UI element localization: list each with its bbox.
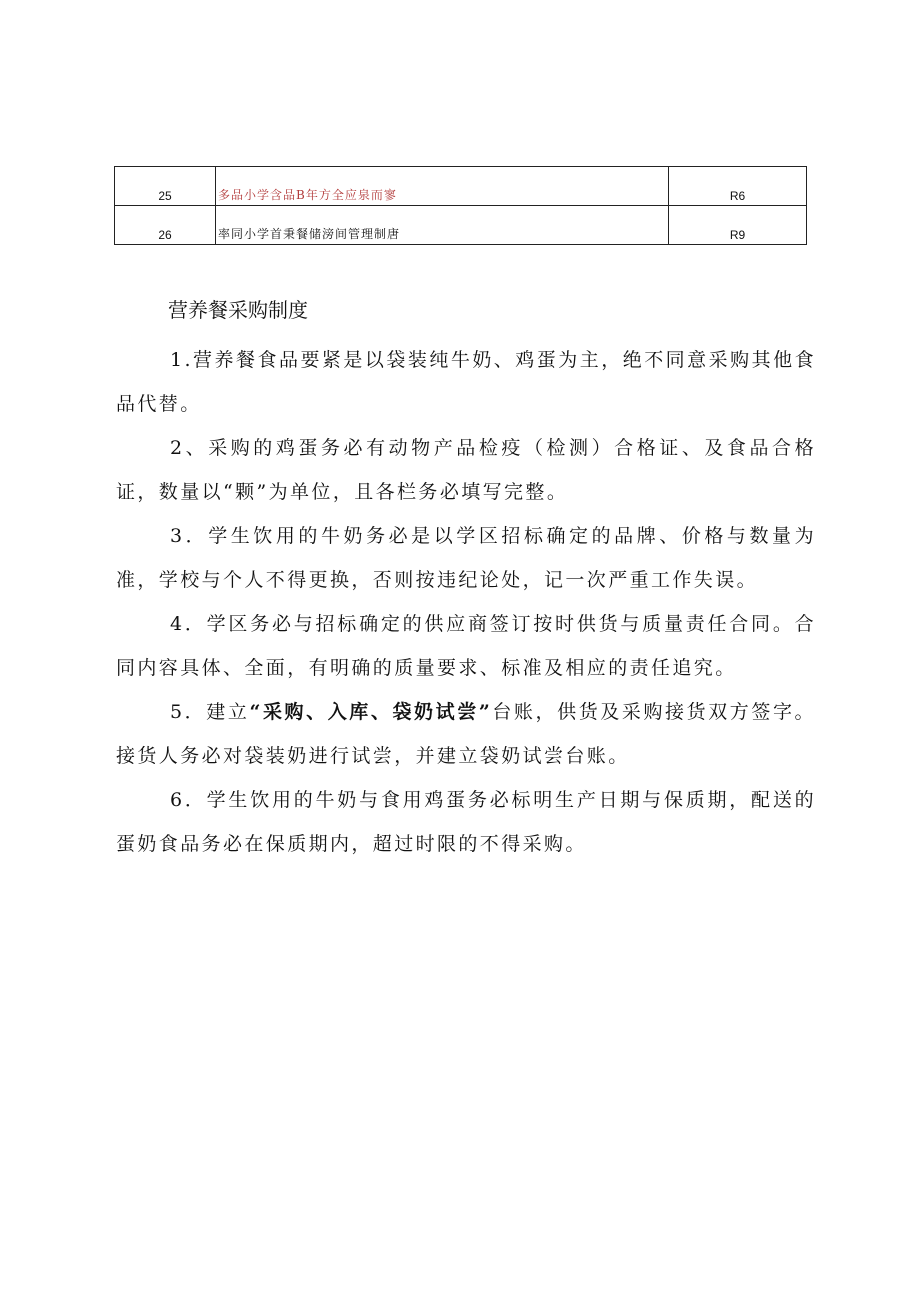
- paragraph-5-rest: 台账，供货及采购接货双方签字。接货人务必对袋装奶进行试尝，并建立袋奶试尝台账。: [116, 701, 816, 767]
- paragraph-6: 6．学生饮用的牛奶与食用鸡蛋务必标明生产日期与保质期，配送的蛋奶食品务必在保质期内，超过时限的不得采购。: [116, 789, 816, 855]
- section-body: [116, 338, 816, 866]
- toc-row-number: 26: [115, 206, 216, 245]
- table-row: [115, 167, 807, 206]
- toc-table: [114, 166, 807, 245]
- paragraph-3: 3．学生饮用的牛奶务必是以学区招标确定的品牌、价格与数量为准，学校与个人不得更换，否则按违纪论处，记一次严重工作失误。: [116, 525, 816, 591]
- toc-row-number: 25: [115, 167, 216, 206]
- paragraph-5-lead: 5．建立: [170, 701, 250, 723]
- toc-row-title: 率同小学首秉餐储滂间管理制唐: [216, 206, 669, 245]
- toc-row-page: R9: [669, 206, 807, 245]
- paragraph-1: 1.营养餐食品要紧是以袋装纯牛奶、鸡蛋为主，绝不同意采购其他食品代替。: [116, 349, 816, 415]
- toc-row-page: R6: [669, 167, 807, 206]
- section-title: 营养餐采购制度: [168, 298, 308, 322]
- paragraph-5-emphasis: “采购、入库、袋奶试尝”: [249, 701, 493, 723]
- toc-row-title: 多品小学含品B年方全应泉而寥: [216, 167, 669, 206]
- paragraph-5: [116, 690, 816, 778]
- table-row: [115, 206, 807, 245]
- paragraph-4: 4．学区务必与招标确定的供应商签订按时供货与质量责任合同。合同内容具体、全面，有明确的质量要求、标准及相应的责任追究。: [116, 613, 816, 679]
- paragraph-2: 2、采购的鸡蛋务必有动物产品检疫（检测）合格证、及食品合格证，数量以“颗”为单位，且各栏务必填写完整。: [116, 437, 816, 503]
